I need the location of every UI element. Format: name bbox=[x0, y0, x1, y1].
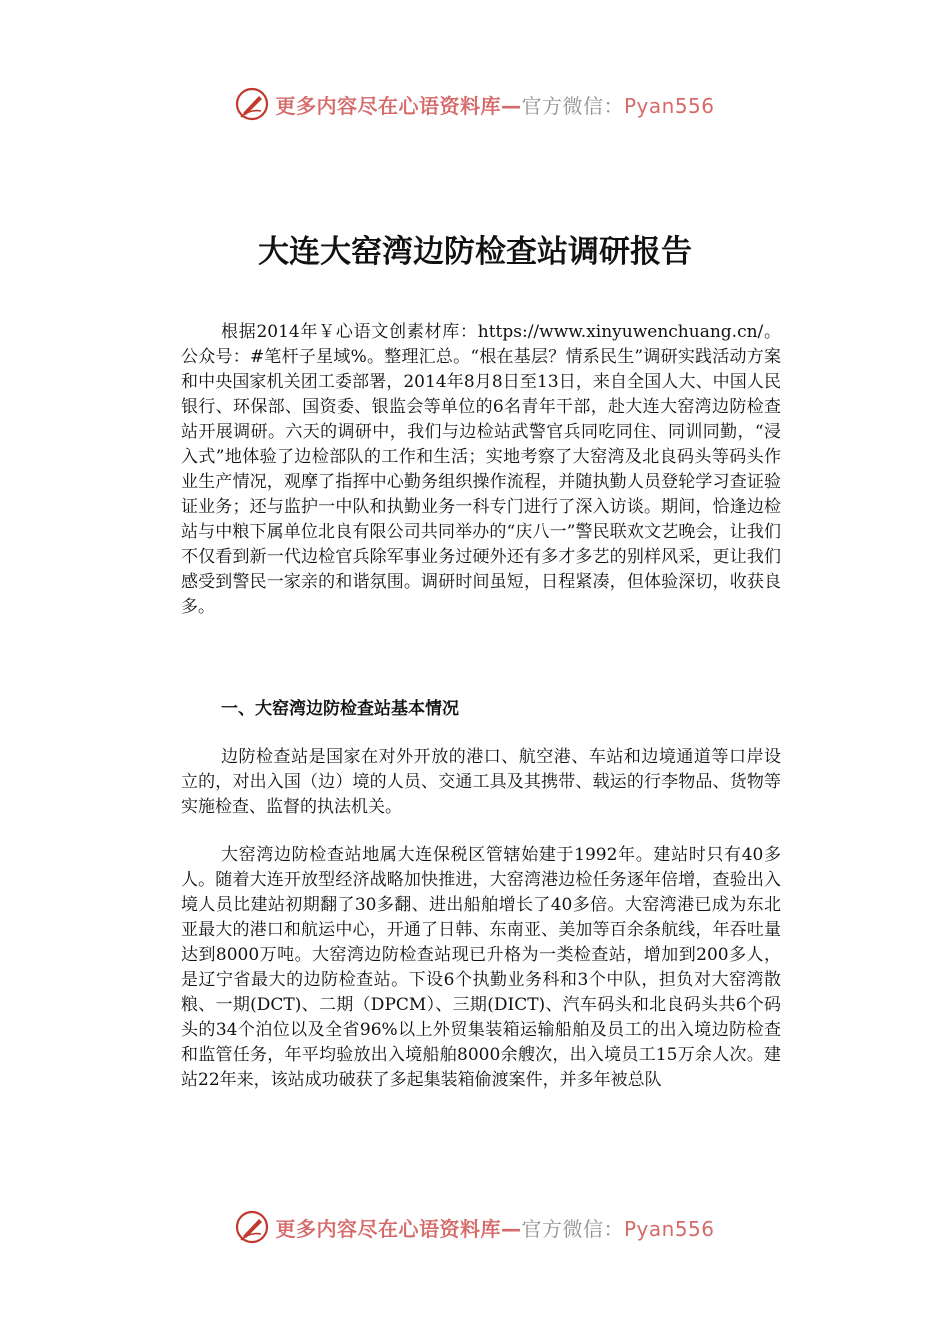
section-heading-1: 一、大窑湾边防检查站基本情况 bbox=[221, 699, 459, 719]
banner-separator: — bbox=[500, 1216, 522, 1241]
banner-wechat-id: Pyan556 bbox=[623, 1216, 715, 1241]
banner-middle: 官方微信： bbox=[521, 1216, 624, 1241]
banner-wechat-id: Pyan556 bbox=[623, 93, 715, 118]
banner-middle: 官方微信： bbox=[521, 93, 624, 118]
banner-prefix: 更多内容尽在心语资料库 bbox=[275, 1216, 501, 1241]
pen-logo-icon bbox=[235, 87, 269, 121]
paragraph-intro: 根据2014年￥心语文创素材库：https://www.xinyuwenchuang.cn/。公众号：#笔杆子星域%。整理汇总。“根在基层？情系民生”调研实践活动方案和中央国家机关团工委部署，2014年8月8日至13日，来自全国人大、中国人民银行、环保部、国资委、银监会等单位的6名青年干部，赴大连大窑湾边防检查站开展调研。六天的调研中，我们与边检站武警官兵同吃同住、同训同勤，“浸入式”地体验了边检部队的工作和生活；实地考察了大窑湾及北良码头等码头作业生产情况，观摩了指挥中心勤务组织操作流程，并随执勤人员登轮学习查证验证业务；还与监护一中队和执勤业务一科专门进行了深入访谈。期间，恰逢边检站与中粮下属单位北良有限公司共同举办的“庆八一”警民联欢文艺晚会，让我们不仅看到新一代边检官兵除军事业务过硬外还有多才多艺的别样风采，更让我们感受到警民一家亲的和谐氛围。调研时间虽短，日程紧凑，但体验深切，收获良多。 bbox=[181, 322, 781, 617]
pen-logo-icon bbox=[235, 1210, 269, 1244]
header-watermark-banner bbox=[0, 84, 950, 124]
banner-separator: — bbox=[500, 93, 522, 118]
banner-prefix: 更多内容尽在心语资料库 bbox=[275, 93, 501, 118]
document-title: 大连大窑湾边防检查站调研报告 bbox=[258, 234, 692, 270]
paragraph-station-overview: 大窑湾边防检查站地属大连保税区管辖始建于1992年。建站时只有40多人。随着大连开放型经济战略加快推进，大窑湾港边检任务逐年倍增，查验出入境人员比建站初期翻了30多翻、进出船舶增长了40多倍。大窑湾港已成为东北亚最大的港口和航运中心，开通了日韩、东南亚、美加等百余条航线，年吞吐量达到8000万吨。大窑湾边防检查站现已升格为一类检查站，增加到200多人，是辽宁省最大的边防检查站。下设6个执勤业务科和3个中队，担负对大窑湾散粮、一期(DCT)、二期（DPCM）、三期(DICT)、汽车码头和北良码头共6个码头的34个泊位以及全省96%以上外贸集装箱运输船舶及员工的出入境边防检查和监管任务，年平均验放出入境船舶8000余艘次，出入境员工15万余人次。建站22年来，该站成功破获了多起集装箱偷渡案件，并多年被总队 bbox=[181, 845, 781, 1090]
paragraph-definition: 边防检查站是国家在对外开放的港口、航空港、车站和边境通道等口岸设立的，对出入国（边）境的人员、交通工具及其携带、载运的行李物品、货物等实施检查、监督的执法机关。 bbox=[181, 747, 781, 817]
footer-watermark-banner bbox=[0, 1207, 950, 1247]
